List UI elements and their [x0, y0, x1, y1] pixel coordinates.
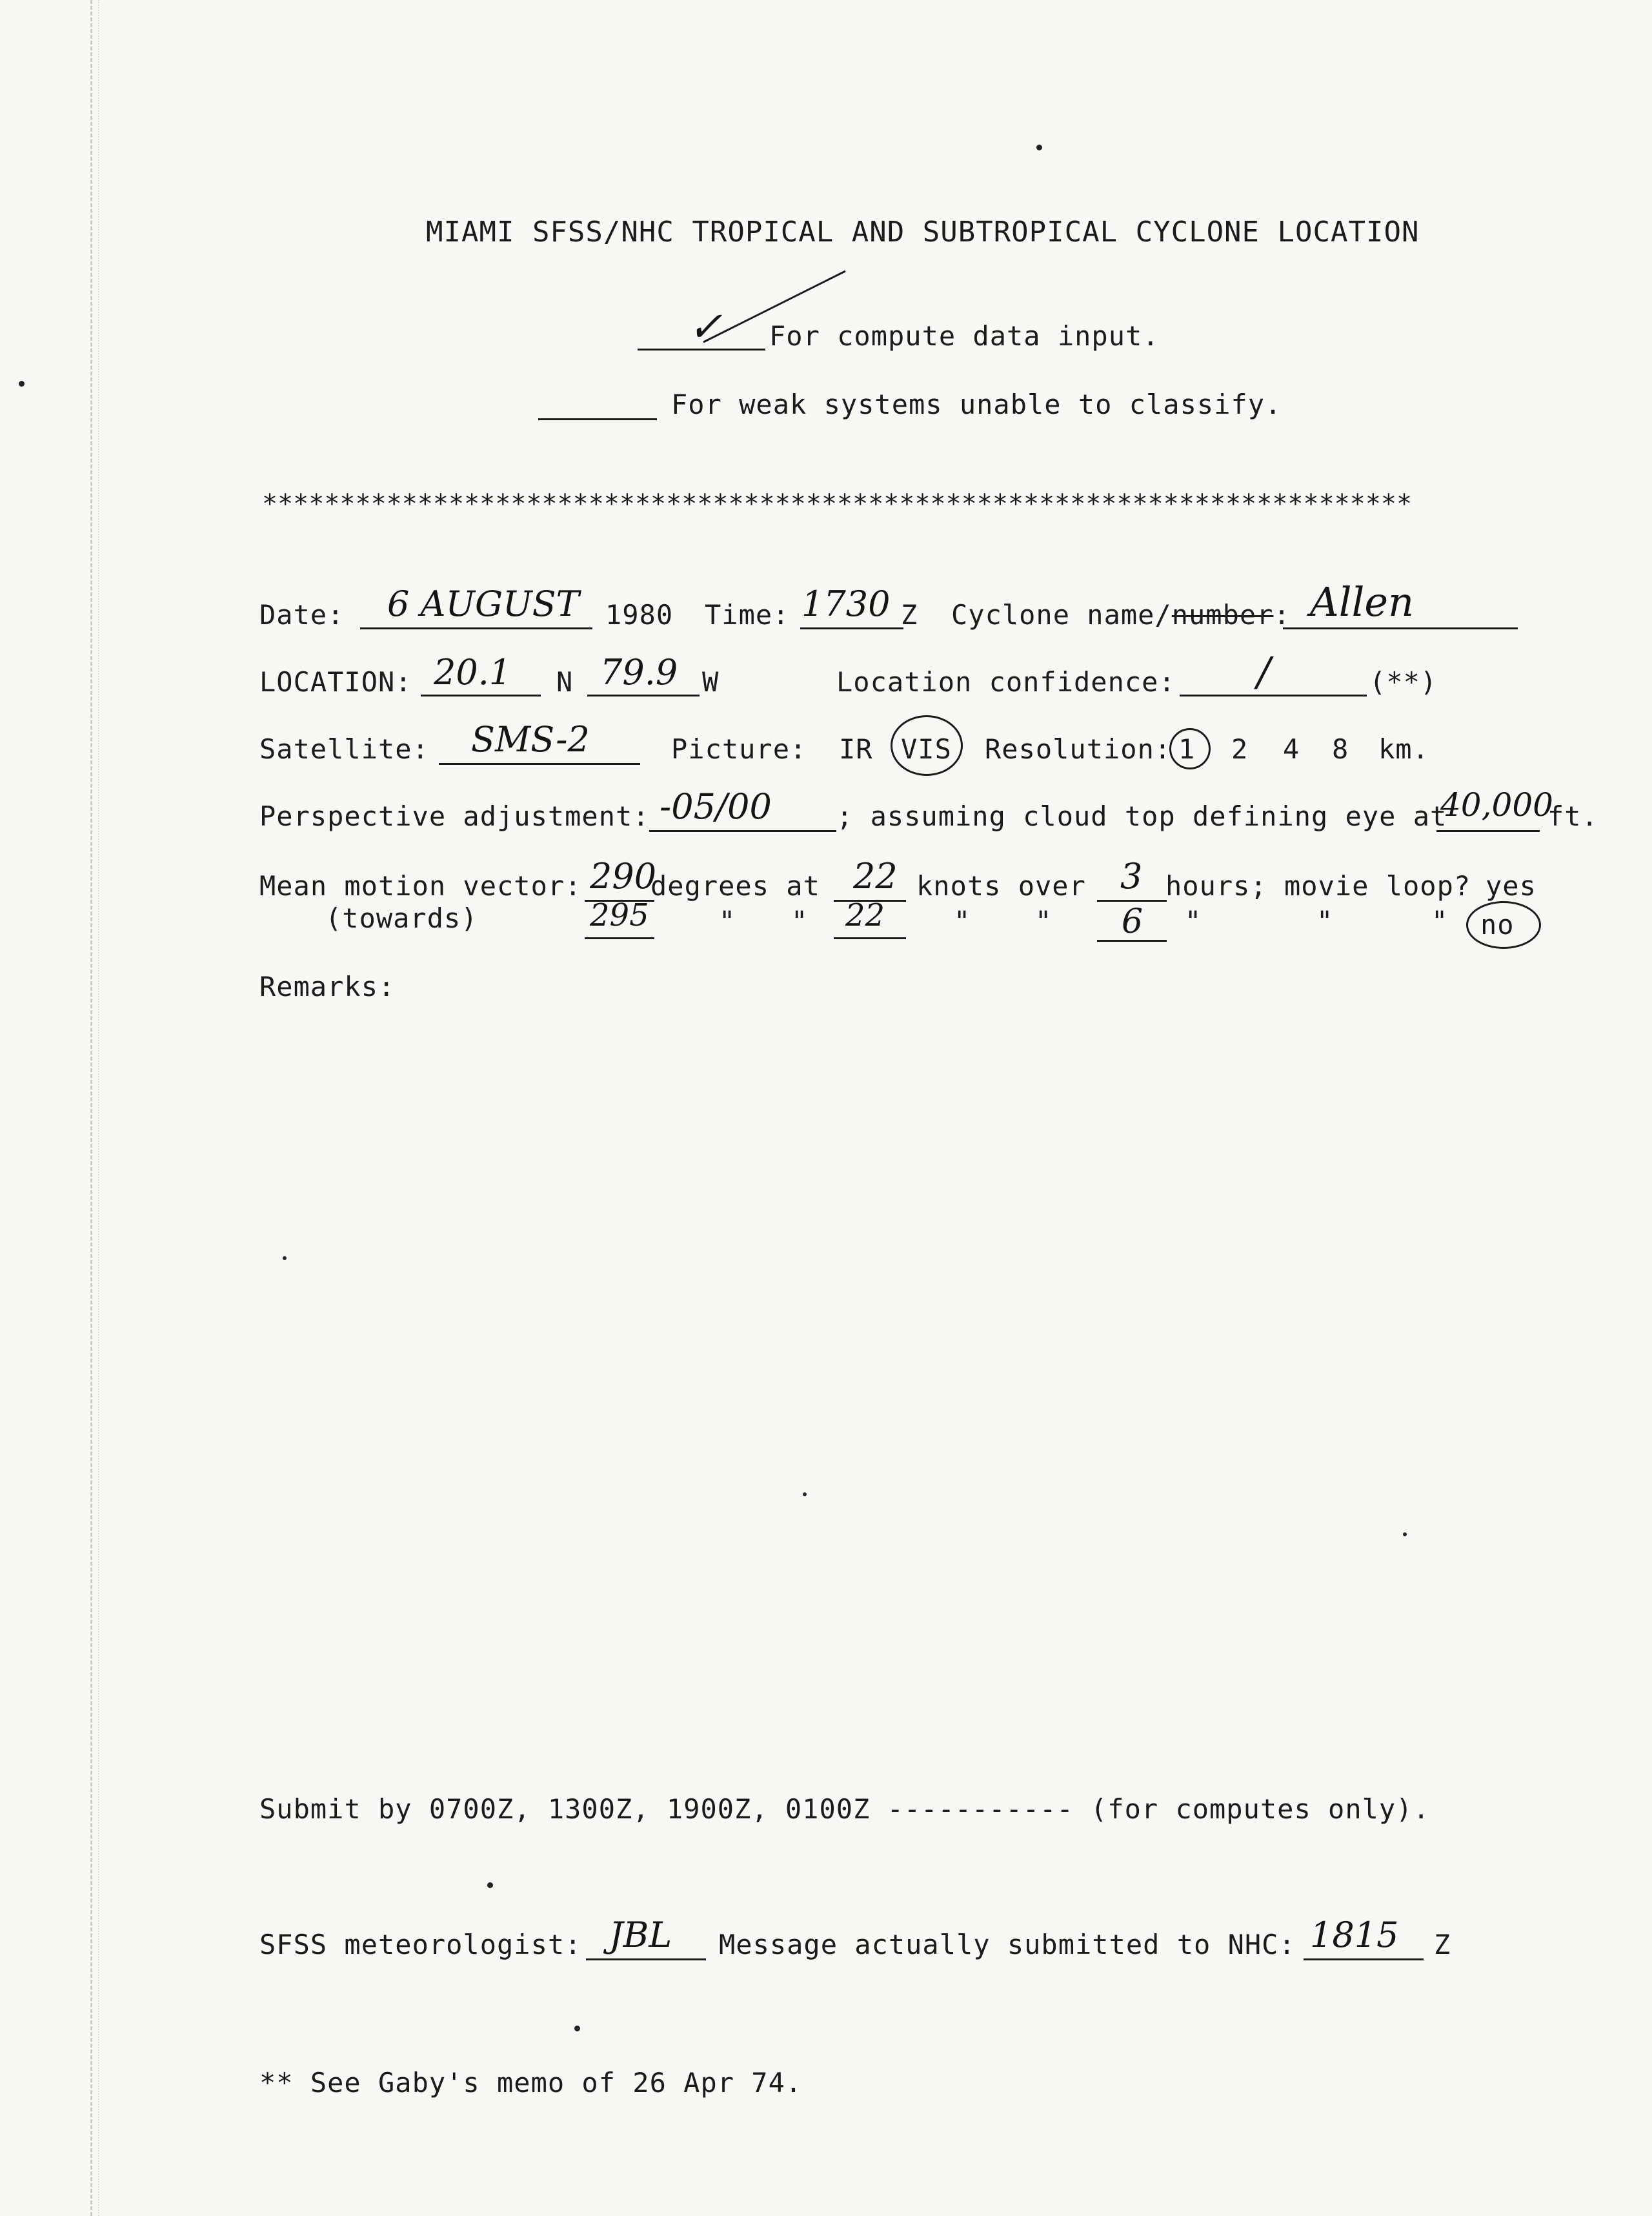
- ditto-mark: ": [954, 905, 971, 937]
- resolution-2: 2: [1231, 733, 1249, 765]
- perspective-value: -05/00: [660, 786, 772, 827]
- longitude-value: 79.9: [600, 652, 678, 693]
- meteorologist-label: SFSS meteorologist:: [259, 1929, 582, 1960]
- weak-label: For weak systems unable to classify.: [671, 389, 1282, 420]
- latitude-hemisphere: N: [556, 666, 574, 698]
- degrees-text: degrees at: [650, 870, 820, 902]
- scan-speck: [1403, 1532, 1407, 1536]
- knots-text: knots over: [916, 870, 1086, 902]
- cloud-height-blank: [1436, 830, 1540, 832]
- speed2-value: 22: [845, 897, 885, 933]
- ditto-mark: ": [1431, 905, 1449, 937]
- towards-label: (towards): [325, 902, 478, 934]
- cyclone-name-label: Cyclone name/number:: [951, 599, 1291, 631]
- time-z: Z: [901, 599, 918, 631]
- form-title: MIAMI SFSS/NHC TROPICAL AND SUBTROPICAL CYCLONE LOCATION: [426, 216, 1420, 249]
- date-label: Date:: [259, 599, 345, 631]
- latitude-blank: [421, 695, 541, 696]
- scan-speck: [19, 381, 25, 387]
- message-submitted-label: Message actually submitted to NHC:: [719, 1929, 1296, 1960]
- message-time-value: 1815: [1310, 1915, 1399, 1955]
- meteorologist-value: JBL: [609, 1915, 672, 1955]
- speed-value: 22: [853, 856, 898, 897]
- scan-speck: [1036, 145, 1042, 150]
- resolution-4: 4: [1283, 733, 1300, 765]
- scan-speck: [487, 1882, 493, 1888]
- picture-ir-option: IR: [839, 733, 873, 765]
- ditto-mark: ": [1316, 905, 1334, 937]
- scan-speck: [574, 2026, 580, 2031]
- direction-value: 290: [590, 856, 657, 897]
- longitude-blank: [587, 695, 700, 696]
- ditto-mark: ": [1185, 905, 1202, 937]
- time-value: 1730: [801, 584, 891, 624]
- date-blank: [360, 627, 592, 629]
- message-time-z: Z: [1434, 1929, 1451, 1960]
- satellite-label: Satellite:: [259, 733, 429, 765]
- ditto-mark: ": [1035, 905, 1053, 937]
- meteorologist-blank: [586, 1958, 706, 1960]
- satellite-blank: [439, 763, 640, 765]
- perspective-blank: [649, 830, 836, 832]
- confidence-blank: [1180, 695, 1367, 696]
- confidence-note: (**): [1369, 666, 1438, 698]
- time-label: Time:: [705, 599, 790, 631]
- weak-checkbox-blank: [538, 418, 657, 420]
- picture-vis-option: VIS: [901, 733, 952, 765]
- hours-value: 3: [1120, 856, 1143, 897]
- picture-label: Picture:: [671, 733, 807, 765]
- resolution-label: Resolution:: [985, 733, 1172, 765]
- cloud-top-text: ; assuming cloud top defining eye at: [836, 800, 1447, 832]
- remarks-label: Remarks:: [259, 971, 396, 1002]
- satellite-value: SMS-2: [471, 719, 590, 760]
- longitude-hemisphere: W: [702, 666, 720, 698]
- submit-schedule: Submit by 0700Z, 1300Z, 1900Z, 0100Z ----------- (for computes only).: [259, 1793, 1430, 1825]
- location-label: LOCATION:: [259, 666, 412, 698]
- confidence-value: /: [1257, 648, 1271, 695]
- scan-speck: [283, 1256, 287, 1260]
- ditto-mark: ": [719, 905, 736, 937]
- footnote: ** See Gaby's memo of 26 Apr 74.: [259, 2067, 803, 2099]
- speed2-blank: [834, 937, 906, 939]
- cloud-height-unit: ft.: [1547, 800, 1598, 832]
- compute-label: For compute data input.: [769, 320, 1160, 352]
- latitude-value: 20.1: [434, 652, 512, 693]
- resolution-8: 8: [1332, 733, 1349, 765]
- time-blank: [800, 627, 903, 629]
- direction2-blank: [585, 937, 654, 939]
- hours-text: hours; movie loop?: [1165, 870, 1471, 902]
- compute-check-mark: ✓: [688, 303, 723, 351]
- page-edge-perforation-inner: [98, 0, 101, 2216]
- date-value: 6 AUGUST: [387, 584, 579, 624]
- page-edge-perforation: [90, 0, 95, 2216]
- perspective-label: Perspective adjustment:: [259, 800, 650, 832]
- year-value: 1980: [605, 599, 674, 631]
- movie-loop-no: no: [1480, 909, 1515, 940]
- message-time-blank: [1304, 1958, 1424, 1960]
- movie-loop-yes: yes: [1486, 870, 1536, 902]
- cyclone-name-value: Allen: [1310, 578, 1415, 625]
- motion-vector-label: Mean motion vector:: [259, 870, 582, 902]
- location-confidence-label: Location confidence:: [836, 666, 1176, 698]
- hours-blank: [1097, 900, 1167, 902]
- cyclone-name-blank: [1283, 627, 1518, 629]
- direction2-value: 295: [590, 897, 649, 933]
- cloud-height-value: 40,000: [1440, 786, 1553, 824]
- resolution-unit: km.: [1378, 733, 1429, 765]
- asterisk-separator: **************************************************************************: [262, 489, 1413, 519]
- ditto-mark: ": [791, 905, 809, 937]
- resolution-1: 1: [1178, 733, 1196, 765]
- hours2-value: 6: [1122, 902, 1143, 941]
- scan-speck: [803, 1492, 807, 1496]
